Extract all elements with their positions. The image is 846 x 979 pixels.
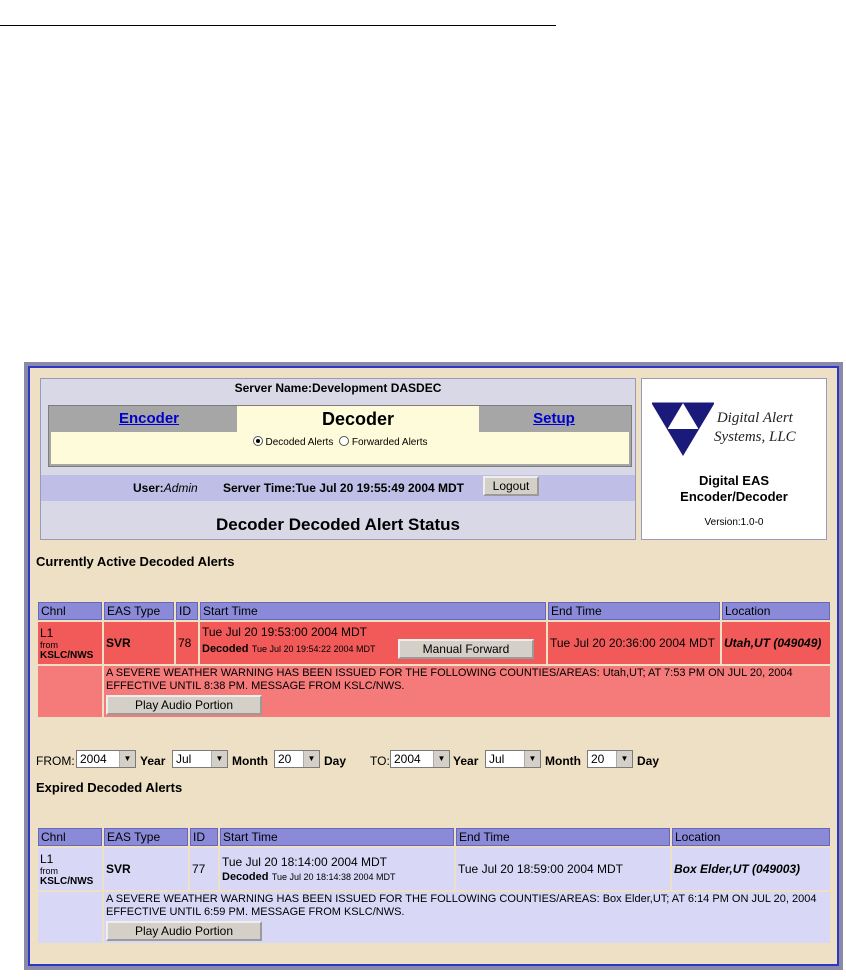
decoded-alerts-radio[interactable] — [253, 436, 263, 446]
table-header-row — [38, 828, 830, 846]
chnl-value: L1 — [40, 625, 54, 640]
col-chnl: Chnl — [38, 602, 102, 620]
table-header-row — [38, 602, 830, 620]
to-label: TO: — [370, 754, 390, 768]
from-label: FROM: — [36, 754, 75, 768]
col-id: ID — [176, 602, 198, 620]
message-spacer — [38, 892, 102, 943]
chnl-from: from — [40, 865, 58, 876]
id-cell: 78 — [176, 622, 198, 664]
from-day-value: 20 — [278, 752, 292, 766]
server-time: Server Time:Tue Jul 20 19:55:49 2004 MDT — [223, 481, 465, 495]
chnl-source: KSLC/NWS — [40, 649, 94, 661]
user-info — [133, 481, 198, 495]
from-month-value: Jul — [176, 752, 192, 766]
tab-bar — [48, 405, 632, 467]
to-month-label: Month — [545, 754, 581, 768]
decoded-time: Tue Jul 20 18:14:38 2004 MDT — [271, 872, 396, 882]
product-name — [642, 473, 826, 505]
start-time-cell — [200, 622, 546, 664]
decoded-label: Decoded — [202, 643, 249, 655]
forwarded-alerts-label: Forwarded Alerts — [351, 437, 428, 448]
to-year-select[interactable] — [390, 750, 450, 768]
alert-type-selector — [51, 432, 629, 464]
from-year-label: Year — [140, 754, 166, 768]
location-cell: Box Elder,UT (049003) — [672, 848, 830, 890]
location-cell: Utah,UT (049049) — [722, 622, 830, 664]
start-time-value: Tue Jul 20 19:53:00 2004 MDT — [202, 625, 367, 639]
to-year-value: 2004 — [394, 752, 421, 766]
decoded-time: Tue Jul 20 19:54:22 2004 MDT — [251, 644, 376, 654]
table-row — [38, 622, 830, 664]
id-cell: 77 — [190, 848, 218, 890]
chevron-down-icon: ▼ — [211, 751, 227, 767]
to-day-label: Day — [637, 754, 660, 768]
col-location: Location — [722, 602, 830, 620]
chnl-source: KSLC/NWS — [40, 875, 94, 887]
chevron-down-icon: ▼ — [616, 751, 632, 767]
page-content — [28, 366, 839, 966]
eas-type-cell: SVR — [104, 622, 174, 664]
manual-forward-button[interactable]: Manual Forward — [398, 639, 534, 659]
message-spacer — [38, 666, 102, 717]
end-time-cell: Tue Jul 20 20:36:00 2004 MDT — [548, 622, 720, 664]
logo-text — [714, 409, 796, 447]
browser-frame — [24, 362, 843, 970]
end-time-cell: Tue Jul 20 18:59:00 2004 MDT — [456, 848, 670, 890]
col-end-time: End Time — [548, 602, 720, 620]
to-day-select[interactable] — [587, 750, 633, 768]
tab-decoder[interactable]: Decoder — [237, 406, 479, 432]
product-line-2: Encoder/Decoder — [680, 489, 788, 504]
to-month-value: Jul — [489, 752, 505, 766]
logo-line-1: Digital Alert — [716, 410, 793, 426]
header-panel — [40, 378, 636, 540]
server-name: Server Name:Development DASDEC — [234, 381, 442, 395]
chevron-down-icon: ▼ — [433, 751, 449, 767]
product-line-1: Digital EAS — [698, 473, 770, 488]
chevron-down-icon: ▼ — [524, 751, 540, 767]
to-month-select[interactable] — [485, 750, 541, 768]
top-rule — [0, 25, 556, 26]
alert-message: A SEVERE WEATHER WARNING HAS BEEN ISSUED FOR THE FOLLOWING COUNTIES/AREAS: Utah,UT; AT 7:53 PM ON JUL 20, 2004 EFFECTIVE UNTIL 8:38 PM. MESSAGE FROM KSLC/NWS. — [106, 667, 793, 692]
col-id: ID — [190, 828, 218, 846]
chevron-down-icon: ▼ — [119, 751, 135, 767]
triangle-logo-icon — [652, 401, 714, 457]
page-title: Decoder Decoded Alert Status — [215, 515, 461, 534]
chnl-cell — [38, 848, 102, 890]
eas-type-cell: SVR — [104, 848, 188, 890]
decoded-alerts-label: Decoded Alerts — [265, 437, 334, 448]
tab-setup[interactable]: Setup — [533, 410, 575, 427]
date-filter — [36, 750, 826, 772]
active-alerts-table — [36, 600, 832, 719]
col-eas-type: EAS Type — [104, 602, 174, 620]
chnl-cell — [38, 622, 102, 664]
active-alerts-title: Currently Active Decoded Alerts — [36, 554, 235, 569]
logout-button[interactable]: Logout — [483, 476, 539, 496]
to-year-label: Year — [453, 754, 479, 768]
message-row — [38, 892, 830, 943]
col-start-time: Start Time — [220, 828, 454, 846]
expired-alerts-title: Expired Decoded Alerts — [36, 780, 183, 795]
col-chnl: Chnl — [38, 828, 102, 846]
col-start-time: Start Time — [200, 602, 546, 620]
from-year-select[interactable] — [76, 750, 136, 768]
brand-panel — [641, 378, 827, 540]
play-audio-button[interactable]: Play Audio Portion — [106, 695, 262, 715]
to-day-value: 20 — [591, 752, 605, 766]
col-eas-type: EAS Type — [104, 828, 188, 846]
user-row — [41, 475, 635, 501]
from-month-select[interactable] — [172, 750, 228, 768]
from-day-select[interactable] — [274, 750, 320, 768]
message-row — [38, 666, 830, 717]
logo-line-2: Systems, LLC — [714, 429, 796, 445]
chnl-from: from — [40, 639, 58, 650]
col-end-time: End Time — [456, 828, 670, 846]
expired-alerts-table — [36, 826, 832, 945]
user-value: Admin — [163, 481, 198, 495]
from-day-label: Day — [324, 754, 347, 768]
version-label: Version:1.0-0 — [704, 517, 764, 528]
forwarded-alerts-radio[interactable] — [339, 436, 349, 446]
chnl-value: L1 — [40, 851, 54, 866]
message-cell — [104, 892, 830, 943]
tab-encoder[interactable]: Encoder — [118, 410, 179, 427]
alert-message: A SEVERE WEATHER WARNING HAS BEEN ISSUED FOR THE FOLLOWING COUNTIES/AREAS: Box Elder,UT; AT 6:14 PM ON JUL 20, 2004 EFFECTIVE UNTIL 6:59 PM. MESSAGE FROM KSLC/NWS. — [106, 893, 817, 918]
decoded-label: Decoded — [222, 871, 269, 883]
start-time-cell — [220, 848, 454, 890]
user-label: User: — [133, 481, 164, 495]
play-audio-button[interactable]: Play Audio Portion — [106, 921, 262, 941]
table-row — [38, 848, 830, 890]
from-year-value: 2004 — [80, 752, 107, 766]
col-location: Location — [672, 828, 830, 846]
chevron-down-icon: ▼ — [303, 751, 319, 767]
message-cell — [104, 666, 830, 717]
start-time-value: Tue Jul 20 18:14:00 2004 MDT — [222, 855, 387, 869]
from-month-label: Month — [232, 754, 268, 768]
